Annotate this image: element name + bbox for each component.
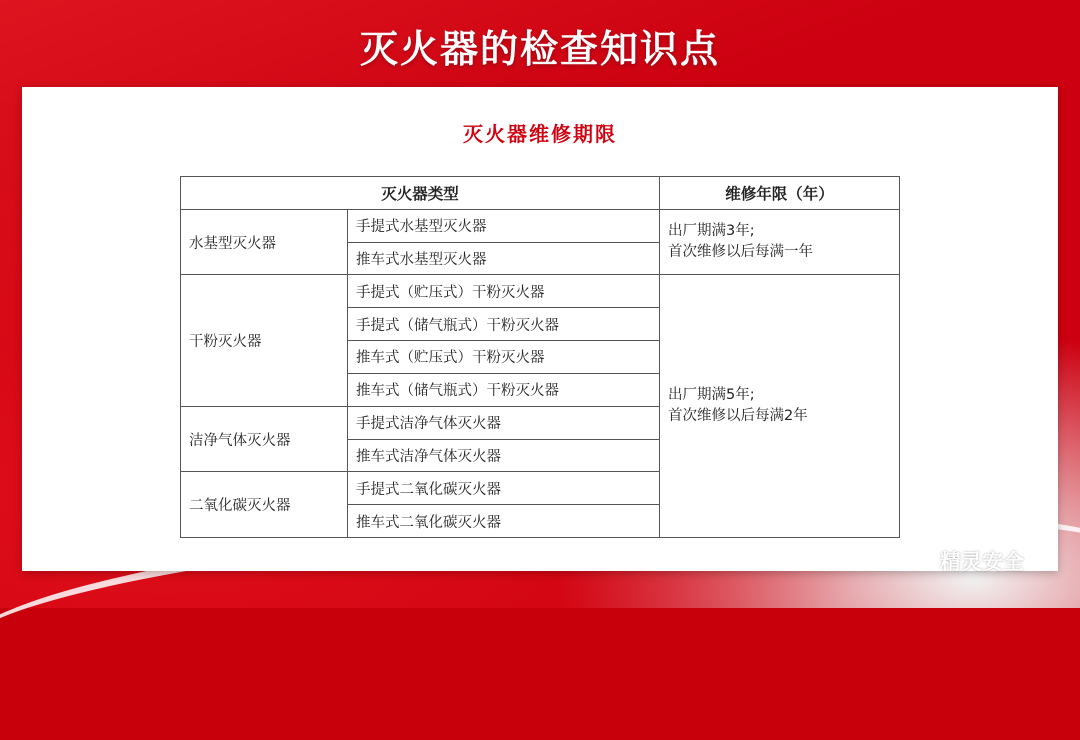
type-cell: 手提式（储气瓶式）干粉灭火器 — [348, 308, 660, 341]
type-cell: 推车式洁净气体灭火器 — [348, 439, 660, 472]
period-cell — [660, 275, 900, 538]
category-cell: 洁净气体灭火器 — [181, 406, 348, 472]
type-cell: 手提式水基型灭火器 — [348, 209, 660, 242]
header-period: 维修年限（年） — [660, 177, 900, 210]
period-line: 出厂期满5年; — [668, 387, 755, 404]
period-line: 出厂期满3年; — [668, 223, 755, 240]
table-row — [181, 209, 900, 242]
category-cell: 水基型灭火器 — [181, 209, 348, 275]
category-cell: 干粉灭火器 — [181, 275, 348, 406]
type-cell: 手提式（贮压式）干粉灭火器 — [348, 275, 660, 308]
table-header-row — [181, 177, 900, 210]
period-cell — [660, 209, 900, 275]
page-title: 灭火器的检查知识点 — [359, 27, 720, 71]
type-cell: 推车式（贮压式）干粉灭火器 — [348, 341, 660, 374]
type-cell: 手提式洁净气体灭火器 — [348, 406, 660, 439]
header-type: 灭火器类型 — [181, 177, 660, 210]
category-cell: 二氧化碳灭火器 — [181, 472, 348, 538]
type-cell: 推车式二氧化碳灭火器 — [348, 505, 660, 538]
wechat-icon — [904, 546, 934, 577]
type-cell: 手提式二氧化碳灭火器 — [348, 472, 660, 505]
section-subtitle: 灭火器维修期限 — [463, 122, 617, 146]
type-cell: 推车式（储气瓶式）干粉灭火器 — [348, 373, 660, 406]
maintenance-period-table — [180, 176, 900, 538]
table-row — [181, 275, 900, 308]
period-line: 首次维修以后每满2年 — [668, 408, 808, 425]
watermark-text: 精灵安全 — [940, 550, 1024, 574]
watermark — [904, 544, 1024, 578]
type-cell: 推车式水基型灭火器 — [348, 242, 660, 275]
period-line: 首次维修以后每满一年 — [668, 244, 814, 261]
